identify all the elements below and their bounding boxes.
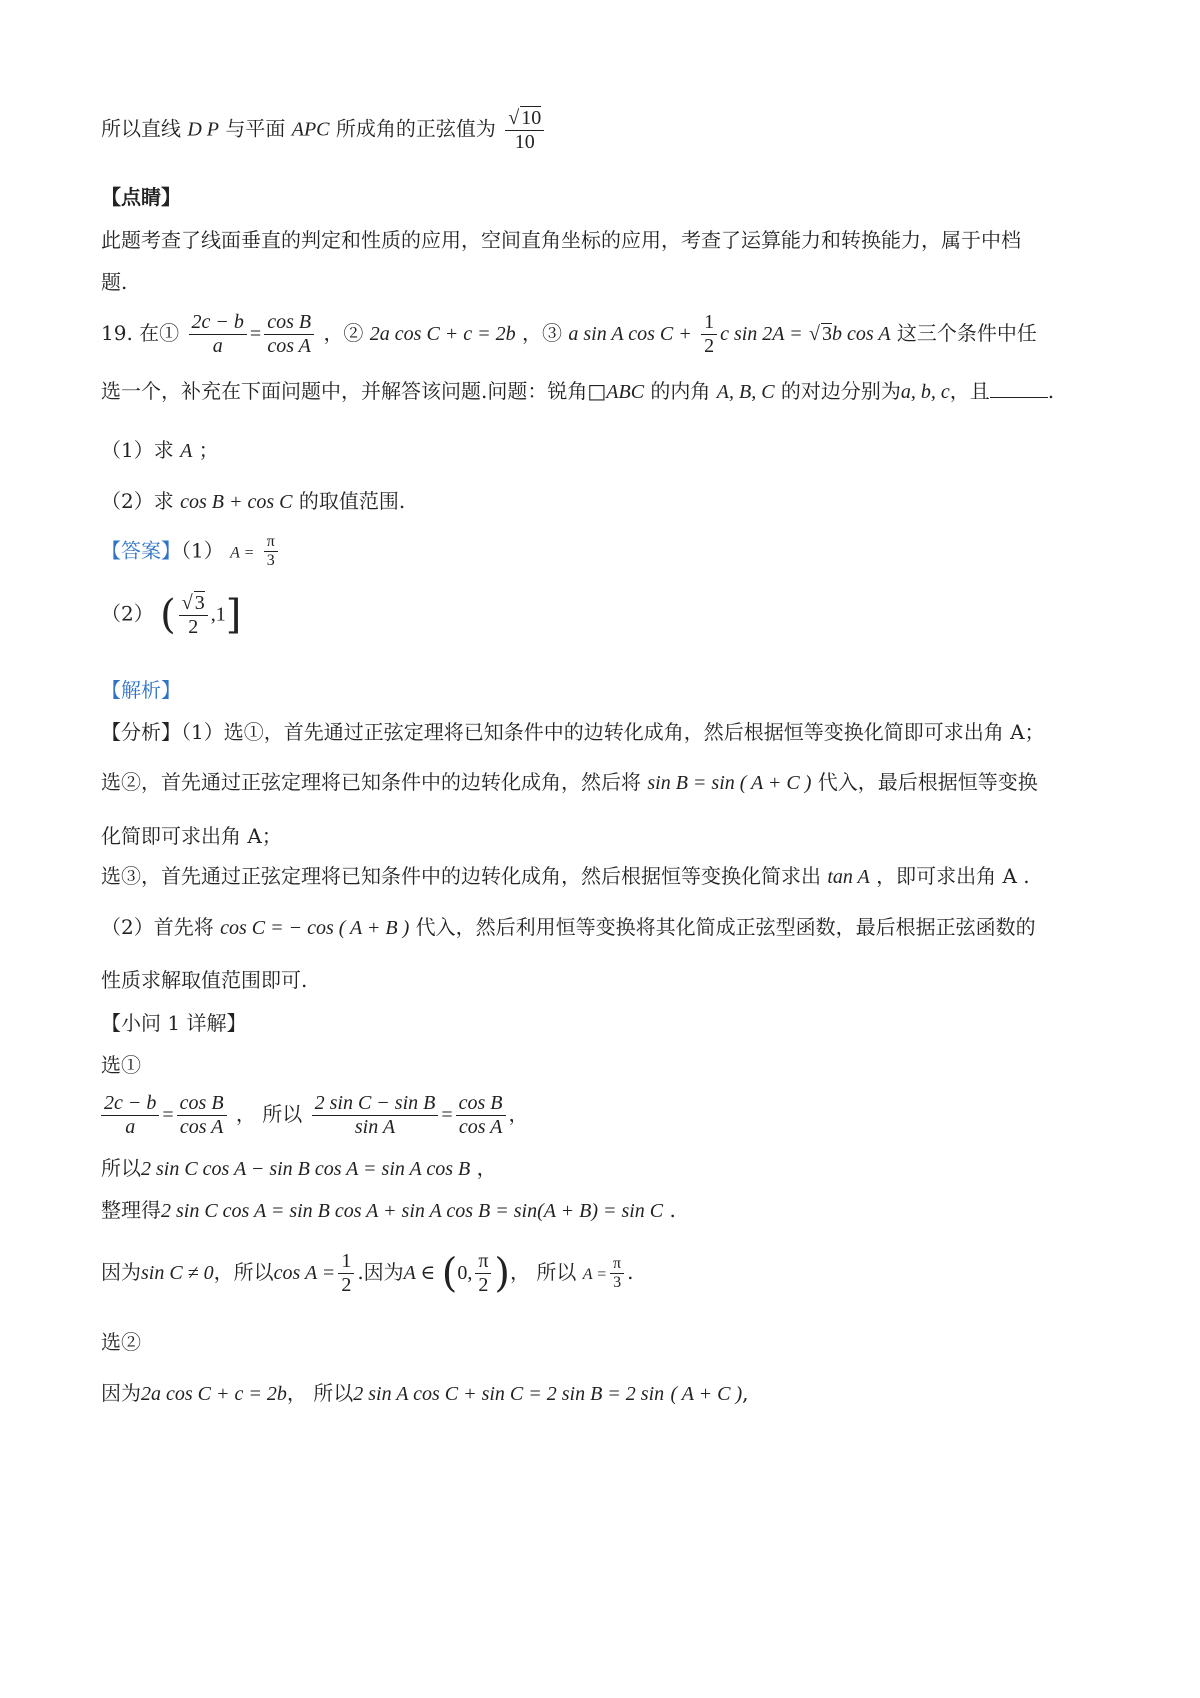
expr: A = — [582, 1266, 608, 1283]
cond3-expr-tail: b cos A — [832, 323, 891, 345]
denominator: 3 — [266, 552, 275, 570]
pi-over-3 — [264, 533, 278, 571]
sine-frac — [312, 1092, 439, 1139]
var-apc: APC — [291, 118, 330, 141]
question-number: 19. — [101, 321, 133, 345]
half-frac — [701, 311, 717, 358]
text: . — [627, 1260, 634, 1284]
denominator: 3 — [613, 1274, 622, 1291]
denominator: 10 — [514, 131, 535, 153]
denominator: 2 — [478, 1274, 489, 1296]
cond3-expr-right: c sin 2A = — [720, 323, 803, 345]
root-3: 3 — [822, 323, 833, 345]
conclusion-line — [101, 106, 547, 154]
numerator: cos B — [177, 1092, 227, 1116]
text: . — [669, 1198, 676, 1222]
text: ， — [476, 1156, 497, 1180]
text: 所以 — [101, 1156, 141, 1180]
text: （2）首先将 — [101, 915, 214, 939]
sqrt3-over-2: $\frac{√ 3}{2}$ — [179, 591, 208, 639]
text: 0, — [457, 1262, 473, 1284]
denominator: cos A — [458, 1116, 503, 1138]
text: 这三个条件中任 — [896, 321, 1037, 345]
text: 代入，最后根据恒等变换 — [817, 770, 1038, 794]
q19-line-1: 19. 在① $\frac{2c - b}{a}$ = $\frac{\text{cos B}}{\text{cos A}}$ ，② 2a cos C + c = 2b ，③ a sin A cos C + $\frac{1}{2}$ c sin 2A = √ 3b cos A 这三个条件中任 — [101, 311, 1037, 357]
cond2-expr: 2a cos C + c = 2b — [369, 323, 516, 345]
expr: ( A + C ) — [670, 1383, 743, 1405]
numerator: 2 sin C − sin B — [312, 1092, 439, 1116]
detail-line-4: 因为sin C ≠ 0，所以cos A = $\frac{1}{2}$ .因为A ∈ (0, $\frac{\pi}{2}$ )， 所以 A = $\frac{\pi}{3}$ . — [101, 1250, 634, 1297]
var-sides: a, b, c — [900, 381, 950, 403]
expr: A = — [230, 544, 255, 562]
text: 选②，首先通过正弦定理将已知条件中的边转化成角，然后将 — [101, 770, 641, 794]
var-dp: D P — [187, 118, 220, 141]
fenxi-line-4 — [101, 866, 1030, 887]
analysis-label: 【解析】 — [101, 678, 181, 702]
fenxi-line-2 — [101, 772, 1038, 793]
text: ，所以 — [213, 1260, 274, 1284]
answer-line-1 — [101, 533, 281, 571]
fenxi-line-5 — [101, 917, 1036, 938]
text: （2）求 — [101, 489, 174, 513]
text: 在① — [139, 321, 180, 345]
expr: cos B + cos C — [180, 491, 293, 513]
lhs-frac — [101, 1092, 159, 1139]
rhs-frac — [177, 1092, 227, 1139]
text: ，② — [323, 321, 364, 345]
text: 的取值范围. — [298, 489, 406, 513]
text: .因为 — [357, 1260, 404, 1284]
text: 选一个，补充在下面问题中，并解答该问题.问题：锐角 — [101, 379, 588, 403]
detail-line-5 — [101, 1383, 749, 1404]
numerator: 2c − b — [189, 311, 247, 335]
numerator: cos B — [264, 311, 314, 335]
dianjing-label: 【点睛】 — [101, 185, 181, 209]
choose-1: 选① — [101, 1053, 141, 1077]
var-a: A — [180, 440, 193, 462]
cond1-lhs-frac — [189, 311, 247, 358]
numerator: 2c − b — [101, 1092, 159, 1116]
text: （1） — [181, 538, 224, 563]
pi-over-3 — [610, 1255, 624, 1293]
text: （1）选①，首先通过正弦定理将已知条件中的边转化成角，然后根据恒等变换化简即可求出角 A； — [181, 720, 1045, 744]
q19-line-2 — [101, 381, 1054, 402]
triangle-symbol: □ — [587, 379, 607, 403]
fraction-sqrt10-over-10: $\frac{√ 10}{10}$ — [505, 106, 544, 154]
text: ,1 — [210, 603, 226, 626]
text: ， — [508, 1102, 529, 1126]
rhs-frac-2 — [456, 1092, 506, 1139]
pi-over-2 — [475, 1250, 491, 1297]
cond1-rhs-frac — [264, 311, 314, 358]
denominator: 2 — [341, 1274, 352, 1296]
numerator: 3 — [194, 592, 205, 614]
numerator: 1 — [338, 1250, 354, 1274]
expr: sin B = sin ( A + C ) — [647, 772, 812, 794]
var-angles: A, B, C — [716, 381, 775, 403]
denominator: cos A — [179, 1116, 224, 1138]
dianjing-line-1: 此题考查了线面垂直的判定和性质的应用，空间直角坐标的应用，考查了运算能力和转换能力，属于中档 — [101, 228, 1021, 252]
text: . — [1047, 379, 1055, 403]
text: 所以直线 — [101, 116, 181, 141]
text: 整理得 — [101, 1198, 161, 1222]
expr: 2 sin C cos A − sin B cos A = sin A cos B — [141, 1158, 471, 1180]
answer-line-2: （2） ( $\frac{√ 3}{2}$ ,1] — [101, 592, 242, 638]
expr: A ∈ — [403, 1262, 436, 1284]
q19-part-2 — [101, 491, 405, 512]
text: 所成角的正弦值为 — [335, 116, 496, 141]
text: ，即可求出角 A . — [876, 864, 1030, 888]
text: ， 所以 — [510, 1260, 577, 1284]
text: ， 所以 — [286, 1381, 354, 1405]
answer-blank — [990, 381, 1048, 398]
denominator: a — [125, 1116, 136, 1138]
text: 的内角 — [650, 379, 711, 403]
expr: cos A = — [273, 1262, 336, 1284]
choose-2: 选② — [101, 1330, 141, 1354]
var-abc: ABC — [606, 381, 645, 403]
denominator: cos A — [267, 335, 311, 357]
q19-part-1 — [101, 440, 219, 461]
denominator: sin A — [354, 1116, 396, 1138]
text: 的对边分别为 — [780, 379, 901, 403]
text: , — [742, 1381, 749, 1405]
detail-line-2 — [101, 1158, 497, 1179]
text: （1）求 — [101, 438, 174, 462]
text: 与平面 — [225, 116, 286, 141]
numerator: π — [475, 1250, 491, 1274]
expr: 2 sin C cos A = sin B cos A + sin A cos B = sin(A + B) = sin C — [161, 1200, 664, 1222]
expr: sin C ≠ 0 — [141, 1262, 214, 1284]
fenxi-label: 【分析】 — [101, 720, 181, 744]
text: 代入，然后利用恒等变换将其化简成正弦型函数，最后根据正弦函数的 — [415, 915, 1036, 939]
text: ，③ — [522, 321, 563, 345]
cond3-expr-left: a sin A cos C + — [568, 323, 692, 345]
answer-label: 【答案】 — [101, 538, 181, 563]
numerator: 10 — [521, 107, 542, 129]
expr: tan A — [827, 866, 870, 888]
detail-line-3 — [101, 1200, 676, 1221]
half-frac — [338, 1250, 354, 1297]
text: （2） — [101, 601, 154, 626]
expr: 2a cos C + c = 2b — [141, 1383, 287, 1405]
denominator: 2 — [188, 616, 199, 638]
numerator: π — [610, 1255, 624, 1274]
text: 因为 — [101, 1260, 141, 1284]
expr: cos C = − cos ( A + B ) — [220, 917, 410, 939]
detail-eq-1: $\frac{2c - b}{a}$ = $\frac{\text{cos B}}{\text{cos A}}$ ， 所以 $\frac{\text{2 sin C − sin B}}{\text{sin A}}$ = $\frac{\text{cos B}}{\text{cos A}}$ ， — [101, 1092, 529, 1139]
expr: 2 sin A cos C + sin C = 2 sin B = 2 sin — [353, 1383, 665, 1405]
text: ， 所以 — [235, 1102, 303, 1126]
denominator: a — [212, 335, 223, 357]
numerator: 1 — [701, 311, 717, 335]
numerator: cos B — [456, 1092, 506, 1116]
text: ； — [198, 438, 219, 462]
detail-label: 【小问 1 详解】 — [101, 1011, 247, 1035]
denominator: 2 — [704, 335, 715, 357]
numerator: π — [264, 533, 278, 552]
fenxi-line-3: 化简即可求出角 A； — [101, 824, 282, 848]
text: 选③，首先通过正弦定理将已知条件中的边转化成角，然后根据恒等变换化简求出 — [101, 864, 821, 888]
text: ，且 — [949, 379, 990, 403]
fenxi-line-6: 性质求解取值范围即可. — [101, 968, 308, 992]
text: 因为 — [101, 1381, 141, 1405]
dianjing-line-2: 题. — [101, 270, 128, 294]
fenxi-line-1 — [101, 722, 1045, 742]
